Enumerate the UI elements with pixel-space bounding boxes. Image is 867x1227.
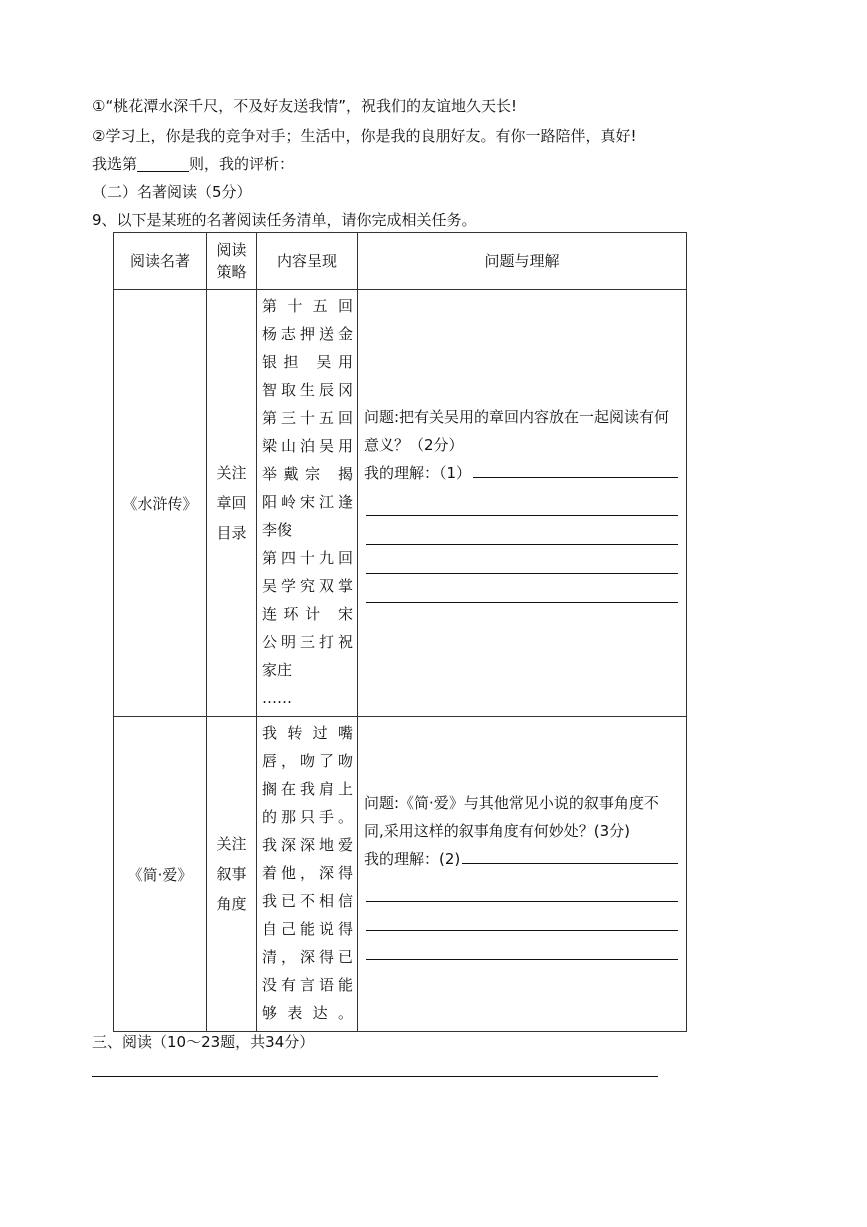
content-line: 第十五回 (262, 297, 353, 315)
question-9-prompt: 9、以下是某班的名著阅读任务清单，请你完成相关任务。 (92, 211, 477, 229)
option-2-text: ②学习上，你是我的竞争对手；生活中，你是我的良朋好友。有你一路陪伴，真好! (92, 127, 637, 145)
content-line: 第四十九回 (262, 549, 353, 567)
content-line: 举戴宗 揭 (262, 465, 353, 483)
answer-field[interactable] (473, 459, 678, 478)
content-line: 着他，深得 (262, 864, 353, 882)
content-line: 智取生辰冈 (262, 381, 353, 399)
strategy-text: 关注叙事角度 (216, 835, 247, 913)
section-3-heading: 三、阅读（10～23题，共34分） (92, 1033, 315, 1051)
answer-row (364, 459, 678, 487)
content-line: 吴学究双掌 (262, 577, 353, 595)
content-line: 唇，吻了吻 (262, 752, 353, 770)
answer-label: 我的理解：(2) (364, 849, 461, 868)
content-line: 清，深得已 (262, 948, 353, 966)
content-line: 自己能说得 (262, 920, 353, 938)
strategy-cell (207, 290, 257, 717)
content-line: 李俊 (262, 521, 293, 539)
header-book: 阅读名著 (114, 233, 207, 290)
content-line: 杨志押送金 (262, 325, 353, 343)
content-line: 我已不相信 (262, 892, 353, 910)
book-title: 《水浒传》 (114, 290, 207, 717)
answer-row (364, 845, 678, 873)
question-cell (358, 290, 687, 717)
answer-line[interactable] (366, 487, 678, 516)
content-line: 搁在我肩上 (262, 780, 353, 798)
answer-line[interactable] (366, 545, 678, 574)
answer-line[interactable] (366, 873, 678, 902)
excerpt-text (257, 717, 357, 1031)
content-line: 家庄 (262, 661, 293, 679)
content-line: 梁山泊吴用 (262, 437, 353, 455)
table-header-row (114, 233, 687, 290)
content-line: 连环计 宋 (262, 605, 353, 623)
answer-line[interactable] (366, 902, 678, 931)
answer-label: 我的理解：（1） (364, 464, 472, 482)
table-row (114, 717, 687, 1032)
content-line: 第三十五回 (262, 409, 353, 427)
answer-line[interactable] (366, 931, 678, 960)
content-line: 阳岭宋江逢 (262, 493, 353, 511)
content-cell (257, 717, 358, 1032)
content-line: 的那只手。 (262, 808, 353, 826)
content-line: 我深深地爱 (262, 836, 353, 854)
divider-line (92, 1076, 658, 1077)
question-text: 问题:《简·爱》与其他常见小说的叙事角度不同,采用这样的叙事角度有何妙处？(3分) (364, 793, 659, 840)
question-cell (358, 717, 687, 1032)
choice-suffix: 则，我的评析： (189, 155, 295, 173)
section-2-heading: （二）名著阅读（5分） (92, 183, 252, 201)
answer-line[interactable] (366, 516, 678, 545)
strategy-text: 关注章回目录 (216, 464, 247, 542)
content-cell (257, 290, 358, 717)
choice-line (92, 152, 294, 176)
table-row (114, 290, 687, 717)
book-title: 《简·爱》 (114, 717, 207, 1032)
choice-prefix: 我选第 (92, 155, 138, 173)
content-line: 够表达。 (262, 1004, 353, 1022)
answer-line[interactable] (366, 574, 678, 603)
choice-blank[interactable] (137, 155, 189, 172)
content-line: 我转过嘴 (262, 724, 353, 742)
question-text: 问题:把有关吴用的章回内容放在一起阅读有何意义？（2分） (364, 408, 670, 454)
answer-field[interactable] (462, 845, 678, 864)
content-line: 没有言语能 (262, 976, 353, 994)
header-strategy: 阅读策略 (207, 233, 257, 290)
content-line: 公明三打祝 (262, 633, 353, 651)
strategy-cell (207, 717, 257, 1032)
reading-task-table (113, 232, 687, 1032)
chapter-list (257, 290, 357, 716)
header-question: 问题与理解 (358, 233, 687, 290)
option-1-text: ①“桃花潭水深千尺，不及好友送我情”，祝我们的友谊地久天长! (92, 97, 518, 115)
content-line: 银担 吴用 (262, 353, 353, 371)
content-line: …… (262, 689, 292, 707)
header-content: 内容呈现 (257, 233, 358, 290)
